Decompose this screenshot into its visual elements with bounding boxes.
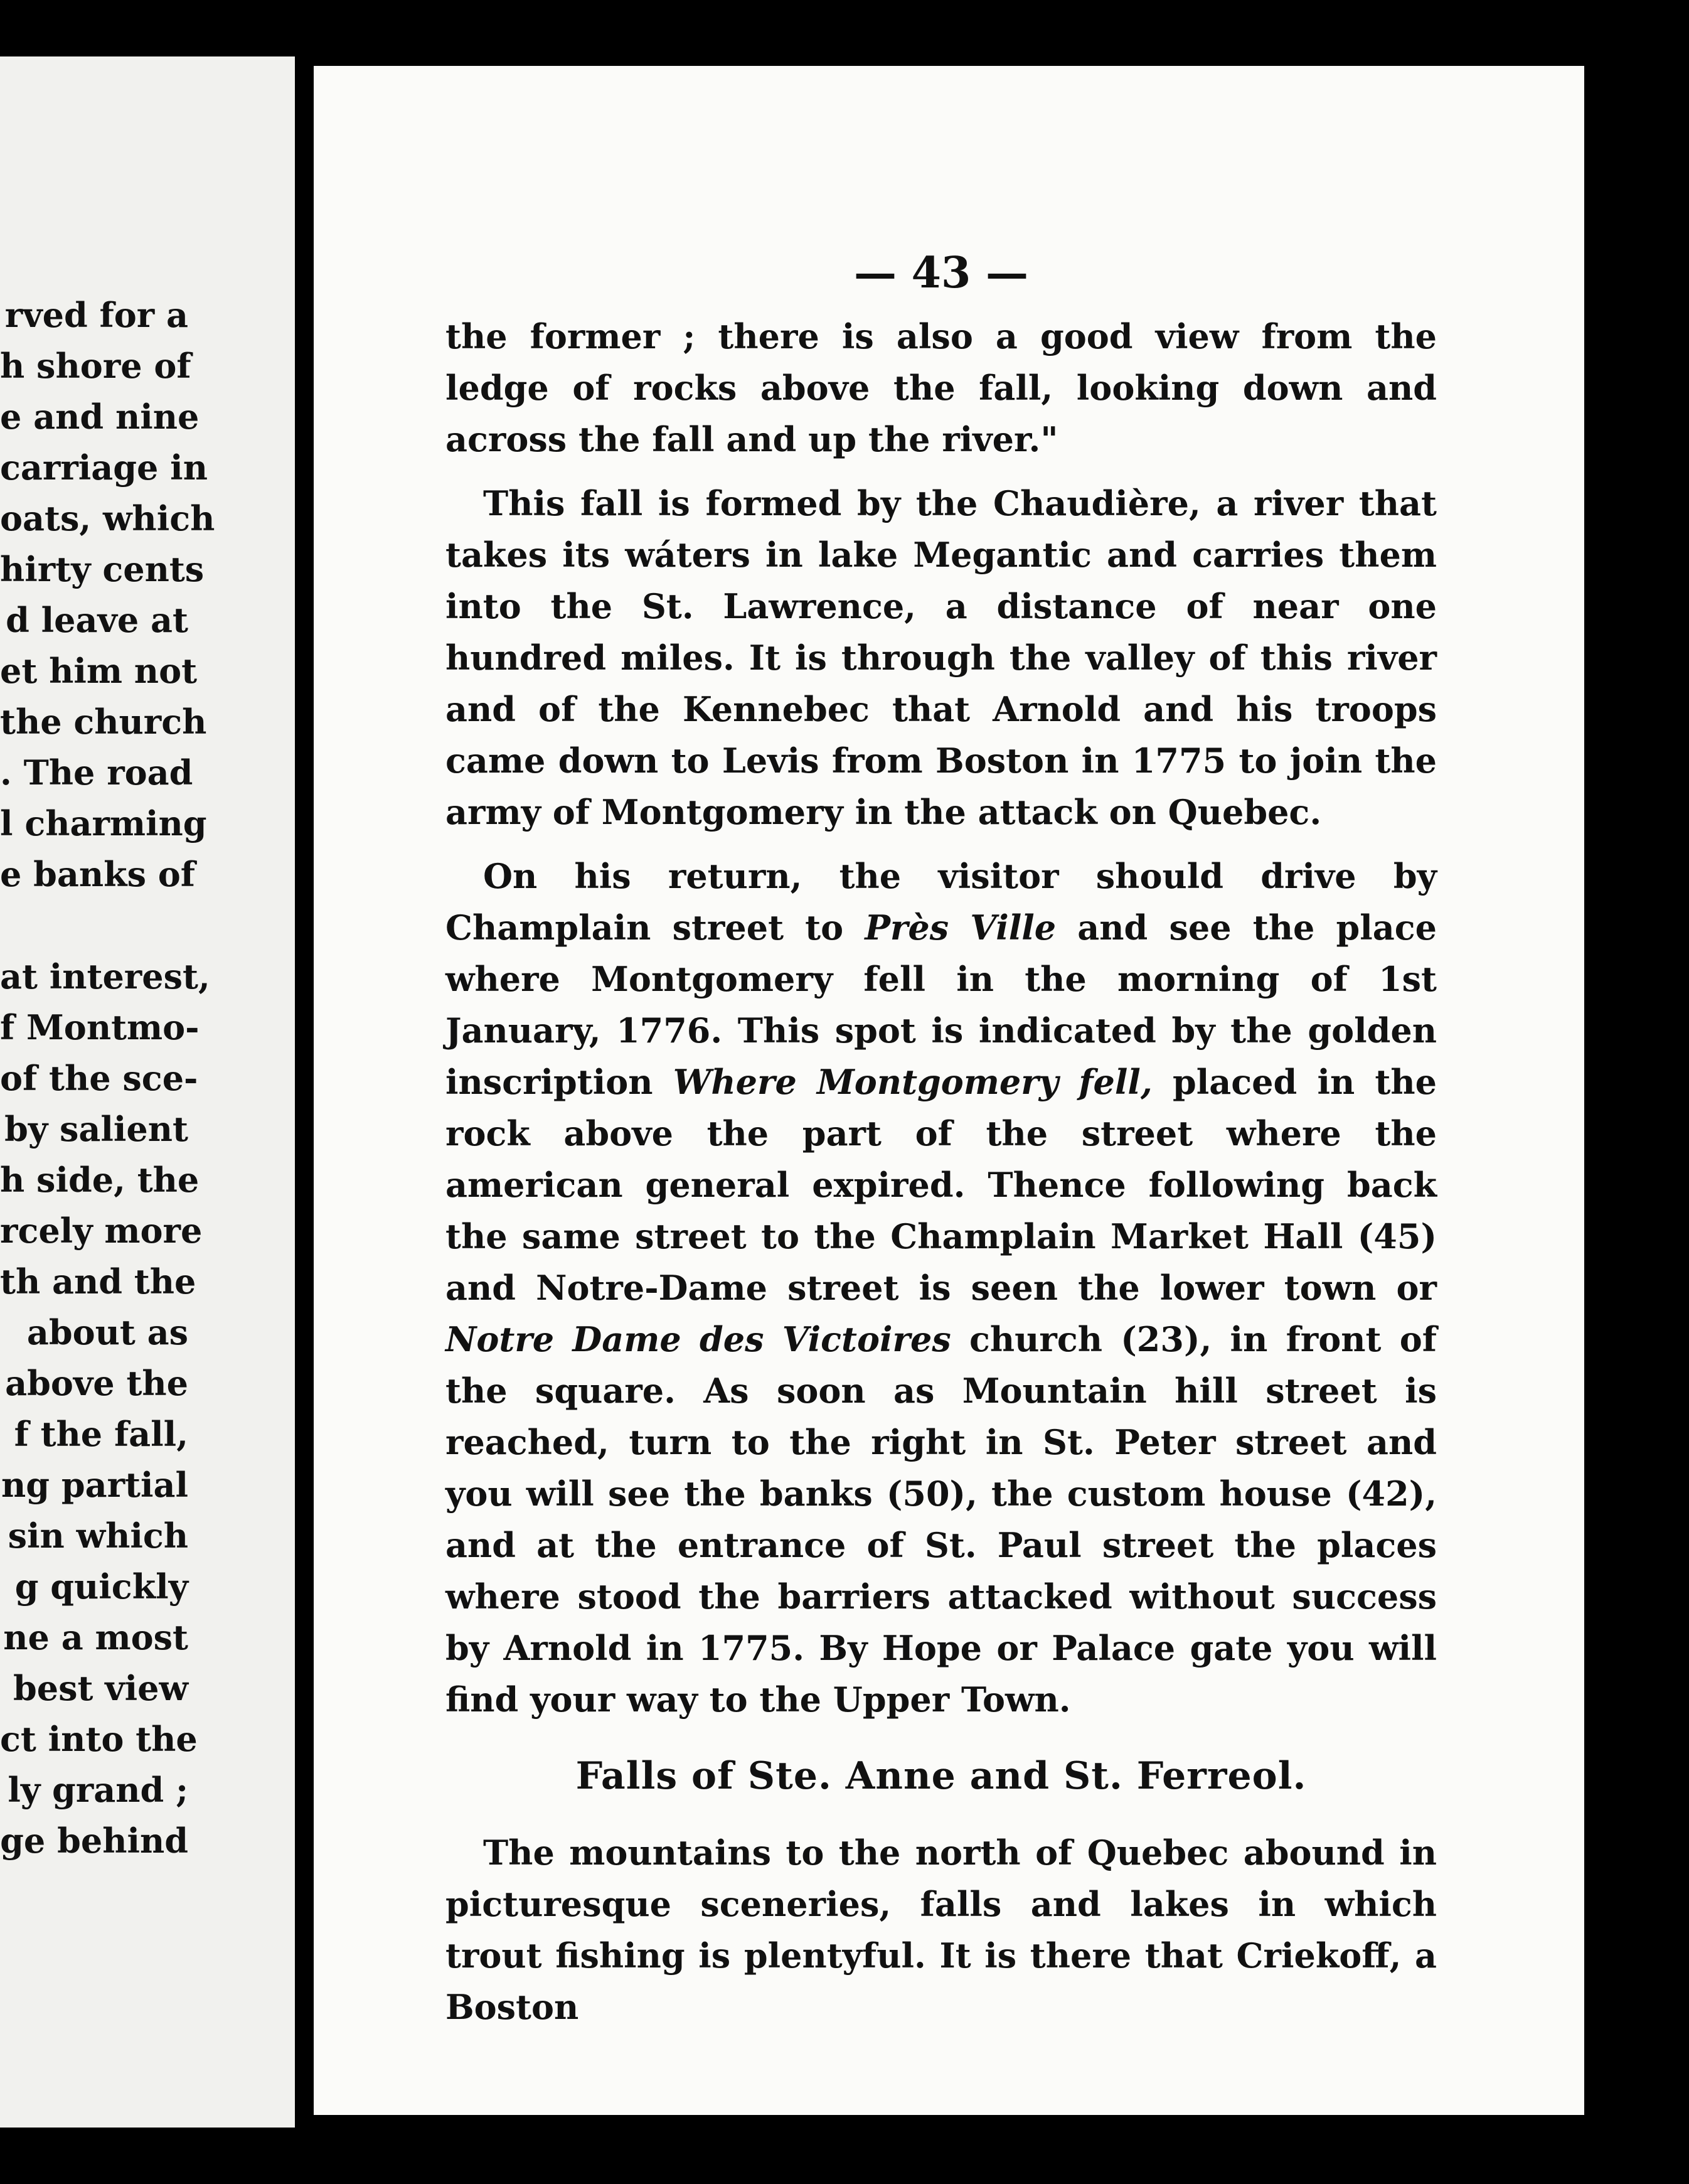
section-heading: Falls of Ste. Anne and St. Ferreol. <box>575 1754 1307 1798</box>
paragraph-3-text: On his return, the visitor should drive by Champlain street to <box>445 856 1437 948</box>
page-number: — 43 — <box>854 248 1028 298</box>
left-line: h side, the <box>0 1160 200 1200</box>
book-gutter <box>295 56 314 2128</box>
left-line: l charming <box>0 803 207 843</box>
paragraph-1: the former ; there is also a good view from the ledge of rocks above the fall, looking down and across the fall and up the river." <box>445 316 1437 459</box>
paragraph-3 <box>445 850 1437 1725</box>
paragraph-4: The mountains to the north of Quebec abound in picturesque sceneries, falls and lakes in which trout fishing is plentyful. It is there that Criekoff, a Boston <box>445 1833 1437 2027</box>
paragraph-2: This fall is formed by the Chaudière, a river that takes its wáters in lake Megantic and carries them into the St. Lawrence, a distance of near one hundred miles. It is through the valley of this river and of the Kennebec that Arnold and his troops came down to Levis from Boston in 1775 to join the army of Montgomery in the attack on Quebec. <box>445 483 1437 832</box>
left-line: d leave at <box>6 600 188 640</box>
left-line: et him not <box>0 651 198 691</box>
left-line: ge behind <box>0 1821 188 1861</box>
left-line: at interest, <box>0 956 210 997</box>
left-page <box>0 56 295 2128</box>
left-line: oats, which <box>0 498 215 538</box>
left-line: ng partial <box>1 1465 188 1505</box>
left-line: e banks of <box>0 854 196 894</box>
left-line: g quickly <box>14 1566 188 1607</box>
left-line: f the fall, <box>14 1414 188 1454</box>
left-line: rved for a <box>4 295 188 335</box>
paragraph-3-text: placed in the rock above the part of the street where the american general expired. Thence following back the same street to the Champlain Market Hall (45) and Notre-Dame street is seen the lower town or <box>445 1062 1437 1308</box>
paragraph-gap <box>0 900 188 951</box>
left-line: of the sce- <box>0 1058 198 1098</box>
left-line: e and nine <box>0 397 200 437</box>
left-line: ly grand ; <box>8 1770 188 1810</box>
right-page <box>314 66 1584 2115</box>
left-line: h shore of <box>0 346 191 386</box>
paragraph-3-text: and see the place where Montgomery fell in the morning of 1st January, 1776. This spot is indicated by the golden inscription <box>445 907 1437 1102</box>
left-line: rcely more <box>0 1211 203 1251</box>
left-page-text <box>0 290 215 1866</box>
left-line: ct into the <box>0 1719 198 1759</box>
left-line: above the <box>5 1363 188 1403</box>
left-line: ne a most <box>3 1617 188 1657</box>
left-line: carriage in <box>0 447 208 488</box>
left-line: by salient <box>4 1109 188 1149</box>
italic-place-name: Près Ville <box>865 907 1057 948</box>
italic-church-name: Notre Dame des Victoires <box>445 1319 951 1359</box>
left-line: f Montmo- <box>0 1007 200 1047</box>
left-line: the church <box>0 702 207 742</box>
left-line: about as <box>26 1312 188 1352</box>
left-line: best view <box>13 1668 188 1708</box>
paragraph-3-text: church (23), in front of the square. As soon as Mountain hill street is reached, turn to the right in St. Peter street and you will see the banks (50), the custom house (42), and at the entrance of St. Paul street the places where stood the barriers attacked without success by Arnold in 1775. By Hope or Palace gate you will find your way to the Upper Town. <box>445 1319 1437 1720</box>
body-text <box>445 311 1437 2045</box>
left-line: hirty cents <box>0 549 205 589</box>
left-line: th and the <box>0 1261 196 1302</box>
left-line: sin which <box>8 1516 188 1556</box>
italic-inscription: Where Montgomery fell, <box>673 1062 1153 1102</box>
left-line: . The road <box>0 752 193 793</box>
